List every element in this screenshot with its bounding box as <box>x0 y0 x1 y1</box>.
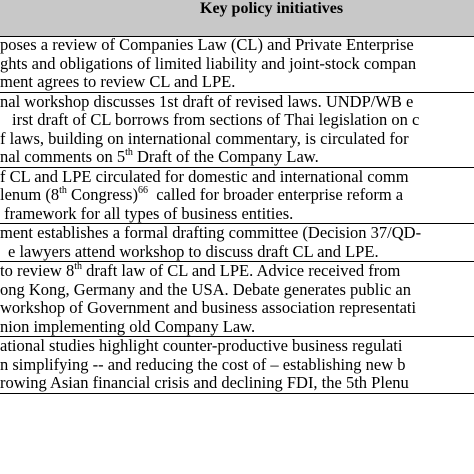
text-segment: lenum (8 <box>0 185 60 204</box>
row-text-line <box>0 55 474 74</box>
text-segment: n simplifying -- and reducing the cost of – establishing new b <box>0 354 406 374</box>
text-segment: ghts and obligations of limited liability and joint-stock compan <box>0 53 417 73</box>
table-row <box>0 224 474 262</box>
text-segment: nion implementing old Company Law. <box>0 316 256 336</box>
superscript: 66 <box>137 184 148 196</box>
text-segment: irst draft of CL borrows from sections of Thai legislation on c <box>12 110 420 129</box>
row-text-line <box>0 168 474 187</box>
row-text-line <box>0 281 474 300</box>
table-row <box>0 168 474 225</box>
text-segment: e lawyers attend workshop to discuss draft CL and LPE. <box>8 241 379 261</box>
text-segment: called for broader enterprise reform a <box>147 185 404 204</box>
text-segment: ment agrees to review CL and LPE. <box>0 72 236 91</box>
table-row <box>0 36 474 93</box>
text-segment: nal workshop discusses 1st draft of revised laws. UNDP/WB e <box>0 92 414 111</box>
row-text-line <box>0 356 474 375</box>
text-segment: ment establishes a formal drafting committee (Decision 37/QD- <box>0 224 422 242</box>
row-text-line <box>0 111 474 130</box>
text-segment: rowing Asian financial crisis and declining FDI, the 5th Plenu <box>0 373 409 392</box>
row-text-line <box>0 224 474 243</box>
row-text-line <box>0 148 474 167</box>
superscript: th <box>59 184 67 196</box>
row-text-line <box>0 130 474 149</box>
table-body <box>0 36 474 394</box>
row-text-line <box>0 299 474 318</box>
row-text-line <box>0 318 474 337</box>
table-header <box>0 0 474 37</box>
text-segment: framework for all types of business entities. <box>0 203 294 223</box>
superscript: th <box>74 262 83 272</box>
row-text-line <box>0 374 474 393</box>
text-segment: ational studies highlight counter-productive business regulati <box>0 337 403 355</box>
table-row <box>0 337 474 394</box>
row-text-line <box>0 243 474 262</box>
text-segment: workshop of Government and business association representati <box>0 298 417 317</box>
row-text-line <box>0 73 474 92</box>
text-segment: f laws, building on international commentary, is circulated for <box>0 128 409 148</box>
row-text-line <box>0 186 474 205</box>
row-text-line <box>0 205 474 224</box>
row-text-line <box>0 262 474 281</box>
text-segment: Congress) <box>66 185 138 204</box>
row-text-line <box>0 337 474 356</box>
row-text-line <box>0 93 474 112</box>
superscript: th <box>125 146 133 158</box>
table-row <box>0 262 474 337</box>
text-segment: ong Kong, Germany and the USA. Debate generates public an <box>0 279 412 299</box>
row-text-line <box>0 36 474 55</box>
text-segment: f CL and LPE circulated for domestic and international comm <box>0 167 409 186</box>
text-segment: to review 8 <box>0 262 75 280</box>
text-segment: Draft of the Company Law. <box>132 147 319 166</box>
table-row <box>0 93 474 168</box>
text-segment: draft law of CL and LPE. Advice received from <box>82 262 401 280</box>
column-title: Key policy initiatives <box>200 0 344 17</box>
text-segment: nal comments on 5 <box>0 147 126 166</box>
text-segment: poses a review of Companies Law (CL) and Private Enterprise <box>0 36 414 54</box>
